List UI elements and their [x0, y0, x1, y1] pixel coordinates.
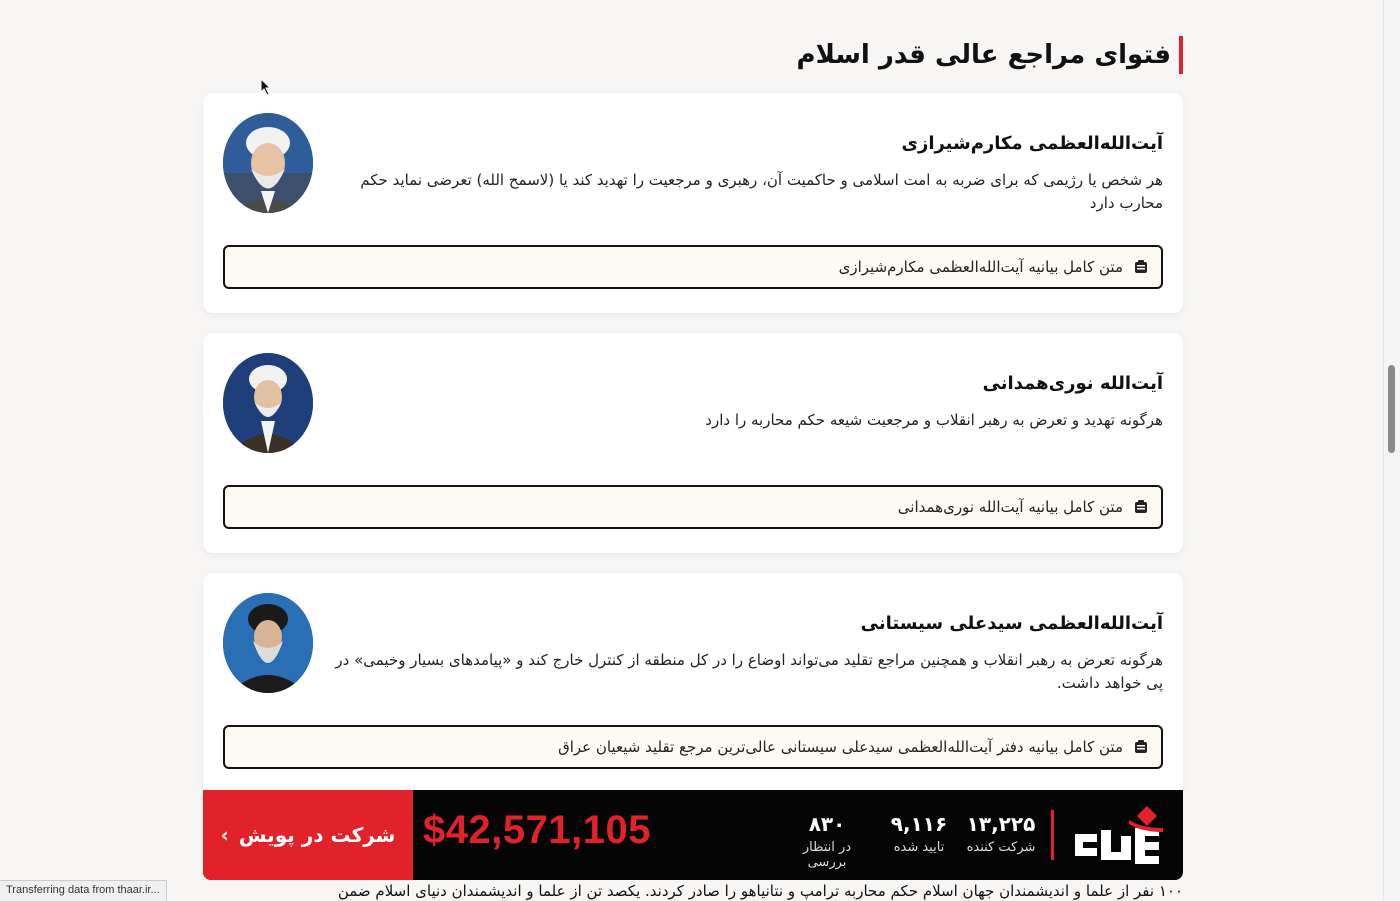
- full-statement-button[interactable]: [223, 485, 1163, 529]
- stat-participants: [961, 812, 1041, 855]
- avatar: [223, 593, 313, 693]
- scrollbar-thumb[interactable]: [1388, 365, 1395, 453]
- divider: [1051, 810, 1054, 860]
- amount-total: $42,571,105: [423, 808, 651, 852]
- card-name: آیت‌الله‌العظمی سیدعلی سیستانی: [860, 613, 1163, 634]
- chevron-right-icon: ›: [220, 823, 229, 847]
- document-icon: [1133, 739, 1149, 755]
- document-icon: [1133, 499, 1149, 515]
- avatar: [223, 353, 313, 453]
- stat-label: شرکت کننده: [966, 840, 1036, 855]
- news-ticker: ۱۰۰ نفر از علما و اندیشمندان جهان اسلام حکم محاربه ترامپ و نتانیاهو را صادر کردند. یکصد تن از علما و اندیشمندان دنیای اسلام ضمن: [337, 882, 1183, 900]
- stat-value: ۱۳,۲۲۵: [966, 812, 1036, 836]
- full-statement-button[interactable]: [223, 245, 1163, 289]
- stat-value: ۹,۱۱۶: [890, 812, 948, 836]
- full-statement-label: متن کامل بیانیه آیت‌الله‌العظمی مکارم‌شیرازی: [838, 258, 1123, 276]
- browser-status-bar: Transferring data from thaar.ir...: [0, 880, 167, 901]
- join-campaign-button[interactable]: [203, 790, 413, 880]
- fatwa-card: [203, 333, 1183, 553]
- card-quote: هر شخص یا رژیمی که برای ضربه به امت اسلامی و حاکمیت آن، رهبری و مرجعیت را تهدید کند یا (لاسمح الله) تعرضی نماید حکم محارب دارد: [360, 171, 1163, 212]
- stat-value: ۸۳۰: [808, 812, 846, 836]
- scrollbar[interactable]: [1383, 0, 1400, 900]
- stat-label: تایید شده: [893, 840, 945, 855]
- full-statement-button[interactable]: [223, 725, 1163, 769]
- stat-pending: [787, 812, 867, 870]
- card-quote: هرگونه تعرض به رهبر انقلاب و همچنین مراجع تقلید می‌تواند اوضاع را در کل منطقه از کنترل خارج کند و «پیامدهای بسیار وخیمی» در پی خواهد داشت.: [335, 651, 1163, 692]
- fatwa-card: [203, 93, 1183, 313]
- document-icon: [1133, 259, 1149, 275]
- card-name: آیت‌الله نوری‌همدانی: [982, 373, 1163, 394]
- avatar: [223, 113, 313, 213]
- full-statement-label: متن کامل بیانیه آیت‌الله نوری‌همدانی: [897, 498, 1123, 516]
- full-statement-label: متن کامل بیانیه دفتر آیت‌الله‌العظمی سیدعلی سیستانی عالی‌ترین مرجع تقلید شیعیان عراق: [558, 738, 1123, 756]
- fatwa-card: [203, 573, 1183, 790]
- mouse-cursor-icon: [260, 78, 272, 96]
- join-campaign-label: شرکت در پویش: [238, 823, 396, 847]
- card-quote: هرگونه تهدید و تعرض به رهبر انقلاب و مرجعیت شیعه حکم محاربه را دارد: [705, 411, 1163, 429]
- section-title: فتوای مراجع عالی قدر اسلام: [797, 36, 1183, 74]
- card-name: آیت‌الله‌العظمی مکارم‌شیرازی: [901, 133, 1163, 154]
- stat-approved: [879, 812, 959, 855]
- campaign-bar: [203, 790, 1183, 880]
- ahd-logo[interactable]: [1071, 806, 1167, 864]
- stat-label: در انتظار بررسی: [802, 840, 852, 870]
